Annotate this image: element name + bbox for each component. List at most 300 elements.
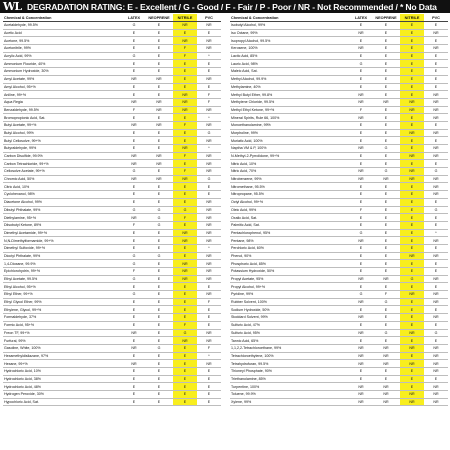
nitrile-rating: E [400, 283, 424, 291]
chemical-name: Diisobutyl Ketone, 89% [3, 221, 123, 229]
pvc-rating: * [197, 52, 221, 60]
pvc-rating: NR [197, 260, 221, 268]
table-row [3, 45, 221, 53]
neoprene-rating: E [145, 275, 173, 283]
table-row [230, 375, 448, 383]
neoprene-rating: E [145, 329, 173, 337]
neoprene-rating: G [372, 168, 400, 176]
chemical-name: Kerosene, 100% [230, 45, 350, 53]
chemical-name: Sodium Hydroxide, 50% [230, 306, 350, 314]
latex-rating: E [350, 375, 372, 383]
table-row [230, 37, 448, 45]
nitrile-rating: NR [400, 129, 424, 137]
neoprene-rating: NR [372, 352, 400, 360]
table-row [230, 29, 448, 37]
pvc-rating: NR [424, 191, 448, 199]
header-latex: LATEX [350, 14, 372, 22]
pvc-rating: E [424, 52, 448, 60]
latex-rating: NR [123, 160, 145, 168]
pvc-rating: E [424, 221, 448, 229]
latex-rating: F [350, 106, 372, 114]
chemical-name: Furfural, 99% [3, 337, 123, 345]
nitrile-rating: E [400, 298, 424, 306]
neoprene-rating: E [372, 321, 400, 329]
pvc-rating: NR [424, 291, 448, 299]
neoprene-rating: E [145, 22, 173, 30]
neoprene-rating: E [145, 260, 173, 268]
pvc-rating: NR [424, 145, 448, 153]
latex-rating: F [123, 221, 145, 229]
pvc-rating: * [197, 114, 221, 122]
nitrile-rating: E [400, 75, 424, 83]
chemical-name: Toluene, 99.9% [230, 391, 350, 399]
degradation-rating-heading: DEGRADATION RATING: E - Excellent / G - Good / F - Fair / P - Poor / NR - Not Recommended / * No Data [27, 1, 437, 12]
pvc-rating: E [197, 306, 221, 314]
chemical-name: Pentane, 98% [230, 237, 350, 245]
latex-rating: E [123, 29, 145, 37]
pvc-rating: E [424, 337, 448, 345]
pvc-rating: NR [197, 22, 221, 30]
table-row [230, 106, 448, 114]
table-row [230, 98, 448, 106]
table-header-row [230, 14, 448, 22]
pvc-rating: NR [424, 314, 448, 322]
table-row [3, 160, 221, 168]
latex-rating: NR [350, 298, 372, 306]
neoprene-rating: E [372, 137, 400, 145]
table-row [3, 383, 221, 391]
chemical-name: Aniline, 99+% [3, 91, 123, 99]
pvc-rating: E [197, 83, 221, 91]
table-row [3, 60, 221, 68]
header-neoprene: NEOPRENE [145, 14, 173, 22]
nitrile-rating: E [173, 75, 197, 83]
chemical-name: N,N-Dimethylformamide, 99+% [3, 237, 123, 245]
pvc-rating: E [424, 375, 448, 383]
nitrile-rating: E [400, 160, 424, 168]
table-row [230, 283, 448, 291]
pvc-rating: E [424, 22, 448, 30]
table-row [3, 114, 221, 122]
neoprene-rating: E [145, 145, 173, 153]
table-row [3, 106, 221, 114]
nitrile-rating: E [173, 344, 197, 352]
nitrile-rating: NR [400, 329, 424, 337]
latex-rating: G [350, 291, 372, 299]
chemical-name: Nitromethane, 95.5% [230, 183, 350, 191]
chemical-name: Hydrochloric Acid, 38% [3, 375, 123, 383]
neoprene-rating: E [145, 114, 173, 122]
latex-rating: NR [123, 75, 145, 83]
table-row [230, 183, 448, 191]
chemical-name: Mineral Spirits, Rule 66, 100% [230, 114, 350, 122]
chemical-name: Hydrochloric Acid, 48% [3, 383, 123, 391]
nitrile-rating: E [173, 244, 197, 252]
latex-rating: NR [350, 383, 372, 391]
chemical-name: Cellosolve Acetate, 99+% [3, 168, 123, 176]
table-row [230, 198, 448, 206]
table-row [230, 206, 448, 214]
table-row [3, 129, 221, 137]
pvc-rating: NR [197, 37, 221, 45]
latex-rating: E [123, 367, 145, 375]
header-pvc: PVC [424, 14, 448, 22]
chemical-name: Butyl Acetate, 99+% [3, 121, 123, 129]
neoprene-rating: G [145, 206, 173, 214]
nitrile-rating: E [400, 183, 424, 191]
table-row [230, 360, 448, 368]
table-row [230, 337, 448, 345]
latex-rating: E [350, 160, 372, 168]
neoprene-rating: E [372, 221, 400, 229]
latex-rating: G [123, 291, 145, 299]
neoprene-rating: E [145, 398, 173, 406]
nitrile-rating: NR [400, 252, 424, 260]
chemical-name: Tetrachloroethylene, 100% [230, 352, 350, 360]
right-table-body [230, 22, 448, 406]
chemical-name: Ethyl Ether, 99+% [3, 291, 123, 299]
latex-rating: NR [123, 344, 145, 352]
pvc-rating: E [197, 398, 221, 406]
neoprene-rating: E [145, 383, 173, 391]
chemical-name: Morpholine, 99% [230, 129, 350, 137]
chemical-name: Gasoline, White, 100% [3, 344, 123, 352]
pvc-rating: F [197, 91, 221, 99]
latex-rating: G [123, 52, 145, 60]
table-row [230, 137, 448, 145]
table-row [3, 360, 221, 368]
chemical-name: Phosphoric Acid, 85% [230, 260, 350, 268]
neoprene-rating: E [372, 37, 400, 45]
neoprene-rating: E [145, 45, 173, 53]
nitrile-rating: NR [173, 237, 197, 245]
nitrile-rating: E [400, 244, 424, 252]
latex-rating: E [123, 68, 145, 76]
table-row [3, 52, 221, 60]
chemical-name: Formaldehyde, 37% [3, 314, 123, 322]
neoprene-rating: F [372, 291, 400, 299]
neoprene-rating: E [145, 375, 173, 383]
nitrile-rating: NR [400, 152, 424, 160]
nitrile-rating: NR [400, 168, 424, 176]
pvc-rating: NR [197, 198, 221, 206]
table-row [230, 367, 448, 375]
chemical-name: Carbon Disulfide, 99.9% [3, 152, 123, 160]
latex-rating: E [123, 37, 145, 45]
chemical-name: Propyl Alcohol, 99+% [230, 283, 350, 291]
header-chemical: Chemical & Concentration [3, 14, 123, 22]
neoprene-rating: E [372, 214, 400, 222]
neoprene-rating: E [372, 29, 400, 37]
neoprene-rating: NR [372, 344, 400, 352]
neoprene-rating: E [372, 367, 400, 375]
header-nitrile: NITRILE [173, 14, 197, 22]
table-row [3, 191, 221, 199]
pvc-rating: NR [197, 152, 221, 160]
nitrile-rating: E [400, 337, 424, 345]
pvc-rating: E [424, 283, 448, 291]
chemical-name: Propyl Acetate, 95% [230, 275, 350, 283]
pvc-rating: NR [197, 168, 221, 176]
neoprene-rating: E [145, 391, 173, 399]
latex-rating: NR [350, 314, 372, 322]
table-row [230, 252, 448, 260]
neoprene-rating: NR [145, 106, 173, 114]
nitrile-rating: NR [173, 91, 197, 99]
table-row [230, 398, 448, 406]
latex-rating: NR [123, 214, 145, 222]
pvc-rating: E [197, 383, 221, 391]
left-rating-column [3, 14, 221, 406]
latex-rating: NR [350, 91, 372, 99]
neoprene-rating: E [145, 352, 173, 360]
pvc-rating: NR [197, 75, 221, 83]
pvc-rating: NR [197, 237, 221, 245]
pvc-rating: E [424, 268, 448, 276]
pvc-rating: E [197, 367, 221, 375]
neoprene-rating: E [372, 114, 400, 122]
neoprene-rating: E [372, 106, 400, 114]
table-row [230, 391, 448, 399]
latex-rating: E [123, 145, 145, 153]
chemical-name: Acetonitrile, 99% [3, 45, 123, 53]
pvc-rating: G [424, 329, 448, 337]
neoprene-rating: E [145, 244, 173, 252]
latex-rating: E [123, 91, 145, 99]
nitrile-rating: NR [400, 344, 424, 352]
latex-rating: F [350, 206, 372, 214]
table-row [3, 352, 221, 360]
chemical-name: Acrylic Acid, 99% [3, 52, 123, 60]
nitrile-rating: F [173, 152, 197, 160]
table-row [3, 283, 221, 291]
chemical-name: Hexamethyldisilazane, 97% [3, 352, 123, 360]
pvc-rating: * [197, 244, 221, 252]
chemical-name: Palmitic Acid, Sat. [230, 221, 350, 229]
pvc-rating: NR [424, 183, 448, 191]
neoprene-rating: E [372, 314, 400, 322]
latex-rating: E [350, 252, 372, 260]
neoprene-rating: E [145, 91, 173, 99]
table-row [3, 306, 221, 314]
neoprene-rating: E [372, 244, 400, 252]
latex-rating: E [350, 121, 372, 129]
table-row [230, 60, 448, 68]
neoprene-rating: E [145, 168, 173, 176]
latex-rating: NR [350, 114, 372, 122]
table-row [3, 344, 221, 352]
latex-rating: E [350, 283, 372, 291]
table-row [3, 268, 221, 276]
nitrile-rating: E [400, 221, 424, 229]
pvc-rating: NR [424, 391, 448, 399]
neoprene-rating: E [372, 375, 400, 383]
nitrile-rating: E [173, 391, 197, 399]
neoprene-rating: NR [145, 75, 173, 83]
pvc-rating: NR [197, 137, 221, 145]
pvc-rating: G [197, 129, 221, 137]
latex-rating: E [123, 352, 145, 360]
latex-rating: E [350, 137, 372, 145]
pvc-rating: NR [424, 106, 448, 114]
nitrile-rating: E [173, 114, 197, 122]
pvc-rating: E [197, 314, 221, 322]
chemical-name: Acetone, 99.5% [3, 37, 123, 45]
latex-rating: E [123, 129, 145, 137]
chemical-name: Cyclohexanol, 98% [3, 191, 123, 199]
chemical-name: Xylene, 99% [230, 398, 350, 406]
header-bar [0, 0, 450, 13]
left-rating-table [3, 14, 221, 406]
neoprene-rating: NR [372, 391, 400, 399]
chemical-name: Benzaldehyde, 99.5% [3, 106, 123, 114]
neoprene-rating: E [145, 314, 173, 322]
table-row [230, 191, 448, 199]
neoprene-rating: E [372, 22, 400, 30]
nitrile-rating: E [400, 268, 424, 276]
table-row [230, 314, 448, 322]
nitrile-rating: F [173, 52, 197, 60]
nitrile-rating: F [173, 121, 197, 129]
latex-rating: E [123, 114, 145, 122]
chemical-name: Nitropropane, 95.5% [230, 191, 350, 199]
pvc-rating: NR [424, 252, 448, 260]
latex-rating: E [350, 214, 372, 222]
latex-rating: NR [350, 360, 372, 368]
neoprene-rating: NR [372, 383, 400, 391]
table-row [230, 229, 448, 237]
latex-rating: E [350, 183, 372, 191]
pvc-rating: * [424, 229, 448, 237]
pvc-rating: NR [197, 121, 221, 129]
nitrile-rating: NR [173, 260, 197, 268]
pvc-rating: NR [197, 206, 221, 214]
nitrile-rating: E [173, 137, 197, 145]
neoprene-rating: E [372, 152, 400, 160]
table-row [230, 383, 448, 391]
pvc-rating: F [197, 344, 221, 352]
latex-rating: NR [350, 391, 372, 399]
nitrile-rating: E [400, 22, 424, 30]
table-row [230, 306, 448, 314]
latex-rating: NR [350, 98, 372, 106]
pvc-rating: NR [197, 252, 221, 260]
nitrile-rating: NR [400, 291, 424, 299]
chemical-name: Thioneyl Phosphate, 90% [230, 367, 350, 375]
chemical-name: Ethyl Alcohol, 95+% [3, 283, 123, 291]
nitrile-rating: E [173, 129, 197, 137]
pvc-rating: NR [424, 45, 448, 53]
chemical-name: Tannic Acid, 65% [230, 337, 350, 345]
latex-rating: G [123, 275, 145, 283]
pvc-rating: E [424, 306, 448, 314]
nitrile-rating: NR [173, 275, 197, 283]
chemical-name: Maleic Acid, Sat. [230, 68, 350, 76]
chemical-name: Methylamine, 40% [230, 83, 350, 91]
nitrile-rating: E [400, 52, 424, 60]
chemical-name: Ethyl Glycol Ether, 99% [3, 298, 123, 306]
neoprene-rating: E [145, 298, 173, 306]
table-row [230, 83, 448, 91]
chemical-name: Dioctyl Phthalate, 99% [3, 252, 123, 260]
nitrile-rating: E [173, 198, 197, 206]
header-latex: LATEX [123, 14, 145, 22]
table-row [230, 214, 448, 222]
nitrile-rating: E [400, 29, 424, 37]
nitrile-rating: E [400, 375, 424, 383]
header-pvc: PVC [197, 14, 221, 22]
neoprene-rating: E [145, 283, 173, 291]
table-header-row [3, 14, 221, 22]
table-row [230, 175, 448, 183]
nitrile-rating: NR [400, 391, 424, 399]
table-row [230, 221, 448, 229]
pvc-rating: F [197, 298, 221, 306]
chemical-name: Muriatic Acid, 100% [230, 137, 350, 145]
nitrile-rating: E [173, 160, 197, 168]
nitrile-rating: E [400, 83, 424, 91]
pvc-rating: NR [424, 237, 448, 245]
table-row [3, 214, 221, 222]
latex-rating: E [350, 244, 372, 252]
chemical-name: Chromic Acid, 50% [3, 175, 123, 183]
chemical-name: Oleic Acid, 99% [230, 206, 350, 214]
pvc-rating: E [197, 283, 221, 291]
table-row [230, 75, 448, 83]
nitrile-rating: NR [173, 175, 197, 183]
pvc-rating: NR [197, 160, 221, 168]
nitrile-rating: E [400, 314, 424, 322]
neoprene-rating: NR [372, 275, 400, 283]
table-row [230, 91, 448, 99]
latex-rating: G [350, 229, 372, 237]
table-row [3, 168, 221, 176]
nitrile-rating: NR [400, 106, 424, 114]
pvc-rating: NR [424, 352, 448, 360]
neoprene-rating: G [145, 221, 173, 229]
chemical-name: Freon TF, 99+% [3, 329, 123, 337]
neoprene-rating: NR [372, 360, 400, 368]
pvc-rating: E [424, 75, 448, 83]
nitrile-rating: E [173, 68, 197, 76]
pvc-rating: NR [197, 229, 221, 237]
neoprene-rating: E [145, 137, 173, 145]
latex-rating: NR [123, 152, 145, 160]
neoprene-rating: NR [145, 98, 173, 106]
neoprene-rating: G [372, 329, 400, 337]
neoprene-rating: E [145, 291, 173, 299]
pvc-rating: E [424, 160, 448, 168]
nitrile-rating: E [400, 321, 424, 329]
neoprene-rating: E [372, 83, 400, 91]
chemical-name: Citric Acid, 10% [3, 183, 123, 191]
latex-rating: E [123, 383, 145, 391]
pvc-rating: NR [424, 114, 448, 122]
chemical-name: Epichlorohydrin, 99+% [3, 268, 123, 276]
pvc-rating: E [197, 60, 221, 68]
nitrile-rating: NR [173, 337, 197, 345]
chemical-name: Butyl Alcohol, 99% [3, 129, 123, 137]
pvc-rating: NR [197, 45, 221, 53]
chemical-name: Methyl Alcohol, 99.9% [230, 75, 350, 83]
nitrile-rating: E [173, 252, 197, 260]
chemical-name: Nitric Acid, 10% [230, 160, 350, 168]
latex-rating: NR [123, 121, 145, 129]
pvc-rating: E [424, 214, 448, 222]
chemical-name: Phenol, 90% [230, 252, 350, 260]
latex-rating: E [123, 229, 145, 237]
chemical-name: N-Methyl-2-Pyrrolidone, 99+% [230, 152, 350, 160]
